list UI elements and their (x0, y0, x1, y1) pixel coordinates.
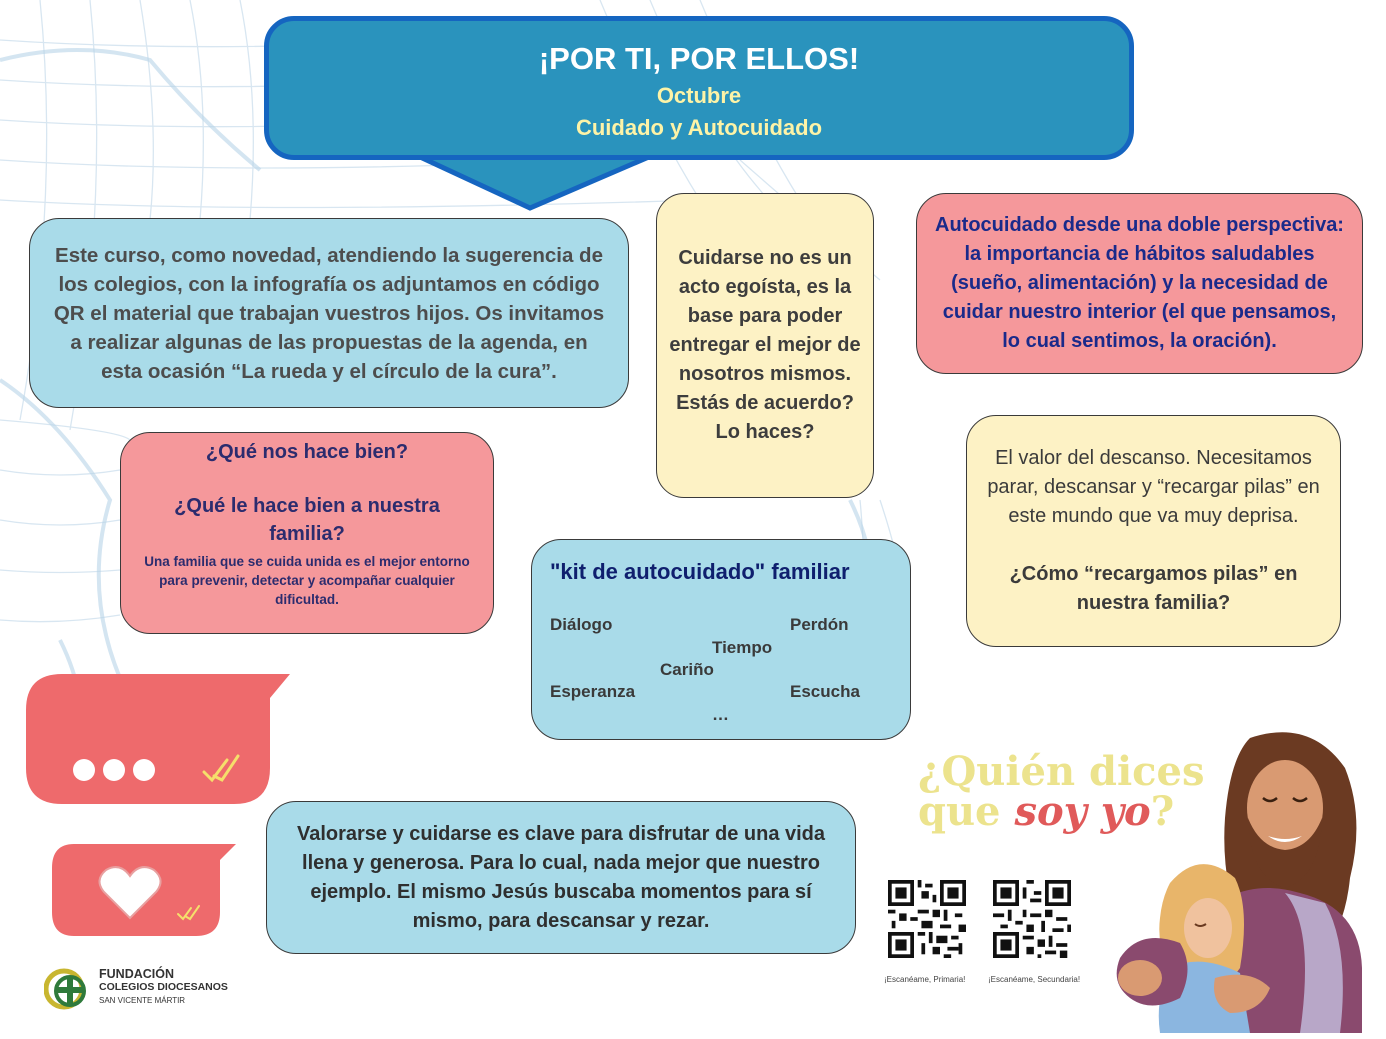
qr-caption-primary: ¡Escanéame, Primaria! (884, 975, 966, 984)
cuidarse-question-2: Lo haces? (715, 421, 815, 443)
descanso-box (966, 415, 1341, 647)
bien-note: Una familia que se cuida unida es el mejor entorno para prevenir, detectar y acompañar cualquier dificultad. (144, 554, 470, 607)
descanso-question: ¿Cómo “recargamos pilas” en nuestra familia? (1009, 563, 1298, 614)
heart-bubble-icon (50, 840, 240, 940)
logo-line-3: SAN VICENTE MÁRTIR (99, 996, 186, 1005)
kit-word: Tiempo (712, 638, 773, 657)
jesus-hugging-child-illustration (1100, 728, 1370, 1033)
header-month: Octubre (656, 83, 742, 108)
descanso-text: El valor del descanso. Necesitamos parar, descansar y “recargar pilas” en este mundo que va muy deprisa. (987, 447, 1320, 527)
campaign-line-2-pre: que (918, 788, 1015, 835)
header-theme: Cuidado y Autocuidado (575, 115, 823, 140)
bien-question-2: ¿Qué le hace bien a nuestra familia? (174, 495, 440, 545)
kit-word: Perdón (790, 615, 849, 634)
autocuidado-box (916, 193, 1363, 374)
logo-line-2: COLEGIOS DIOCESANOS (99, 981, 228, 993)
chat-dots-bubble-icon (22, 668, 297, 810)
page-title: ¡POR TI, POR ELLOS! (538, 41, 860, 76)
bien-box (120, 432, 494, 634)
campaign-line-2-post: ? (1150, 788, 1175, 835)
kit-box (531, 539, 911, 740)
foundation-logo-icon (44, 965, 92, 1013)
kit-word: Diálogo (550, 615, 613, 634)
logo-line-1: FUNDACIÓN (99, 967, 174, 981)
kit-word: Esperanza (550, 682, 636, 701)
intro-text: Este curso, como novedad, atendiendo la sugerencia de los colegios, con la infografía os adjuntamos en código QR el material que trabajan vuestros hijos. Os invitamos a realizar algunas de las propuestas de la agenda, en esta ocasión “La rueda y el círculo de la cura”. (53, 243, 605, 383)
cuidarse-box (656, 193, 874, 498)
campaign-soy-yo: soy yo (1014, 788, 1151, 835)
autocuidado-text: Autocuidado desde una doble perspectiva: la importancia de hábitos saludables (sueño, alimentación) y la necesidad de cuidar nuestro interior (el que pensamos, lo cual sentimos, la oración). (935, 214, 1344, 352)
cuidarse-question-1: Estás de acuerdo? (676, 392, 854, 414)
header-banner (264, 16, 1134, 160)
cuidarse-text: Cuidarse no es un acto egoísta, es la base para poder entregar el mejor de nosotros mismos. (669, 247, 861, 385)
qr-code-primary-icon[interactable] (888, 880, 966, 958)
kit-word: … (712, 705, 729, 724)
kit-word: Escucha (790, 682, 860, 701)
qr-code-secondary-icon[interactable] (993, 880, 1071, 958)
foundation-logo-text (99, 968, 228, 1007)
campaign-line-1: ¿Quién dices (918, 748, 1205, 795)
intro-box (29, 218, 629, 408)
kit-title: "kit de autocuidado" familiar (550, 559, 850, 584)
valor-text: Valorarse y cuidarse es clave para disfrutar de una vida llena y generosa. Para lo cual, nada mejor que nuestro ejemplo. El mismo Jesús buscaba momentos para sí mismo, para descansar y rezar. (296, 822, 826, 932)
bien-question-1: ¿Qué nos hace bien? (205, 441, 409, 463)
qr-caption-secondary: ¡Escanéame, Secundaria! (988, 975, 1081, 984)
valor-box (266, 801, 856, 954)
kit-word: Cariño (660, 660, 714, 679)
